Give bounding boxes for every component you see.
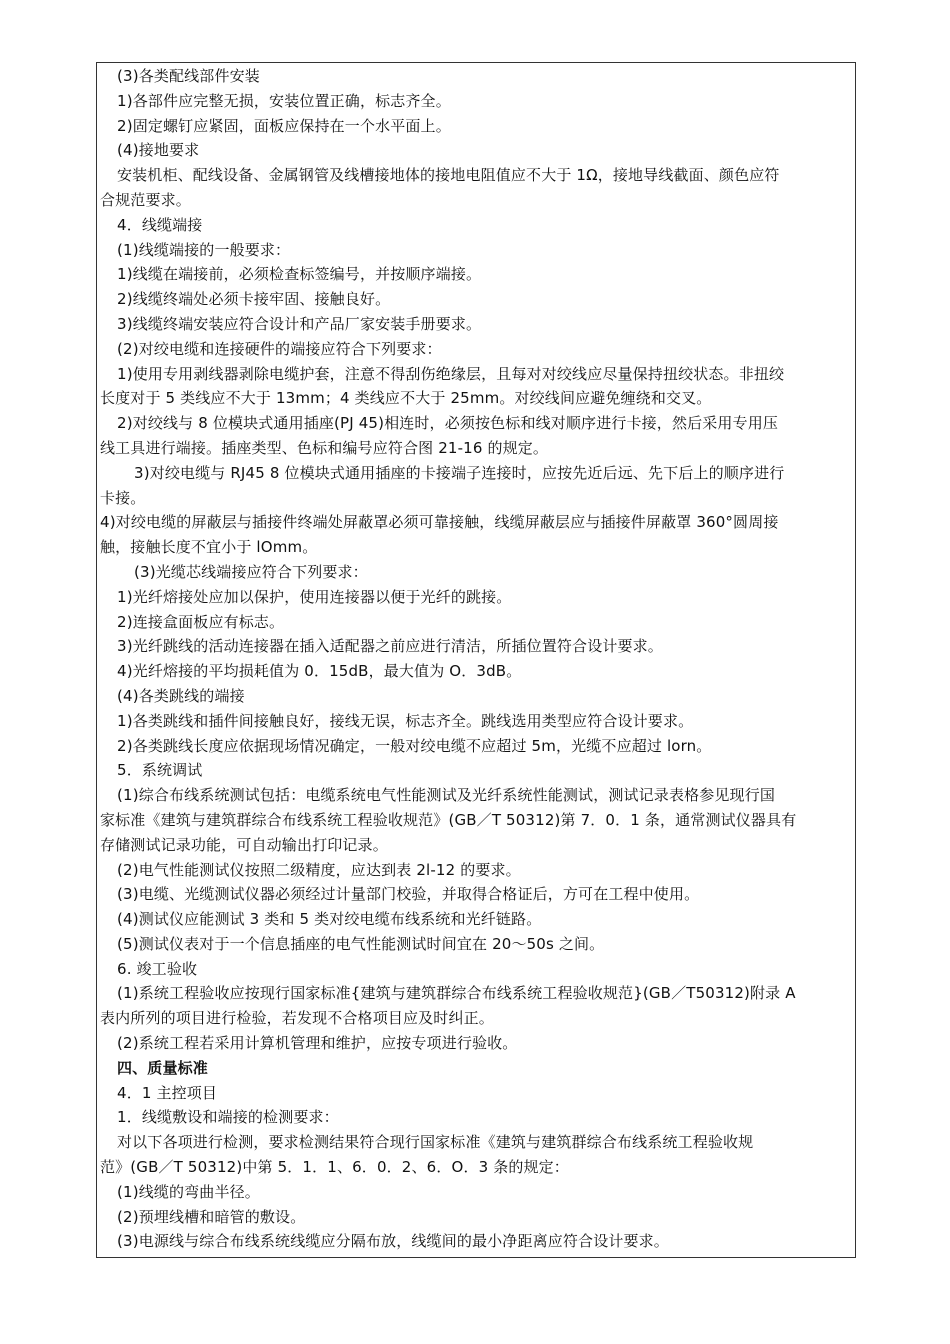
document-body <box>100 64 852 1254</box>
text-line: (3)电缆、光缆测试仪器必须经过计量部门校验，并取得合格证后，方可在工程中使用。 <box>117 885 700 904</box>
text-line: 2)连接盒面板应有标志。 <box>117 612 285 631</box>
text-line: 范》(GB／T 50312)中第 5．1．1、6．0．2、6．O．3 条的规定： <box>100 1158 569 1177</box>
text-line: (5)测试仪表对于一个信息插座的电气性能测试时间宜在 20～50s 之间。 <box>117 934 605 953</box>
text-line: (2)系统工程若采用计算机管理和维护，应按专项进行验收。 <box>117 1034 518 1053</box>
text-line: (3)电源线与综合布线系统线缆应分隔布放，线缆间的最小净距离应符合设计要求。 <box>117 1232 669 1251</box>
text-line: (1)线缆端接的一般要求： <box>117 240 291 259</box>
text-line: (2)对绞电缆和连接硬件的端接应符合下列要求： <box>117 339 442 358</box>
section-heading: 四、质量标准 <box>117 1058 208 1077</box>
text-line: (3)各类配线部件安装 <box>117 67 260 85</box>
text-line: 4．线缆端接 <box>117 215 203 234</box>
text-line: 3)对绞电缆与 RJ45 8 位模块式通用插座的卡接端子连接时，应按先近后远、先下后上的顺序进行 <box>134 463 785 482</box>
text-line: 2)线缆终端处必须卡接牢固、接触良好。 <box>117 290 391 309</box>
text-line: 卡接。 <box>100 488 146 507</box>
text-line: (3)光缆芯线端接应符合下列要求： <box>134 562 368 581</box>
text-line: 3)光纤跳线的活动连接器在插入适配器之前应进行清洁，所插位置符合设计要求。 <box>117 637 663 656</box>
text-line: 1)使用专用剥线器剥除电缆护套，注意不得刮伤绝缘层，且每对对绞线应尽量保持扭绞状态。非扭绞 <box>117 364 785 383</box>
text-line: (4)各类跳线的端接 <box>117 686 245 705</box>
text-line: 触，接触长度不宜小于 lOmm。 <box>100 538 318 557</box>
text-line: 3)线缆终端安装应符合设计和产品厂家安装手册要求。 <box>117 314 482 333</box>
text-line: (1)系统工程验收应按现行国家标准{建筑与建筑群综合布线系统工程验收规范}(GB／T50312)附录 A <box>117 984 796 1003</box>
text-line: 安装机柜、配线设备、金属钢管及线槽接地体的接地电阻值应不大于 1Ω，接地导线截面、颜色应符 <box>117 166 780 185</box>
text-line: 家标准《建筑与建筑群综合布线系统工程验收规范》(GB／T 50312)第 7．0．1 条，通常测试仪器具有 <box>100 810 797 829</box>
text-line: 2)对绞线与 8 位模块式通用插座(PJ 45)相连时，必须按色标和线对顺序进行卡接，然后采用专用压 <box>117 414 779 433</box>
text-line: 1)各类跳线和插件间接触良好，接线无误，标志齐全。跳线选用类型应符合设计要求。 <box>117 711 694 730</box>
text-line: 1)各部件应完整无损，安装位置正确，标志齐全。 <box>117 91 451 110</box>
text-line: 存储测试记录功能，可自动输出打印记录。 <box>100 835 388 854</box>
text-line: 2)固定螺钉应紧固，面板应保持在一个水平面上。 <box>117 116 451 135</box>
text-line: 2)各类跳线长度应依据现场情况确定，一般对绞电缆不应超过 5m，光缆不应超过 lorn。 <box>117 736 712 755</box>
text-line: 1．线缆敷设和端接的检测要求： <box>117 1108 339 1127</box>
text-line: 1)线缆在端接前，必须检查标签编号，并按顺序端接。 <box>117 265 482 284</box>
text-line: 6. 竣工验收 <box>117 959 198 978</box>
text-line: (1)综合布线系统测试包括：电缆系统电气性能测试及光纤系统性能测试，测试记录表格参见现行国 <box>117 786 776 805</box>
text-line: 线工具进行端接。插座类型、色标和编号应符合图 21-16 的规定。 <box>100 438 549 457</box>
text-line: 表内所列的项目进行检验，若发现不合格项目应及时纠正。 <box>100 1009 494 1028</box>
text-line: 4．1 主控项目 <box>117 1083 218 1102</box>
text-line: (4)接地要求 <box>117 141 200 160</box>
text-line: (1)线缆的弯曲半径。 <box>117 1182 260 1201</box>
text-line: (2)电气性能测试仪按照二级精度，应达到表 2l-12 的要求。 <box>117 860 521 879</box>
text-line: (4)测试仪应能测试 3 类和 5 类对绞电缆布线系统和光纤链路。 <box>117 910 542 929</box>
text-line: 对以下各项进行检测，要求检测结果符合现行国家标准《建筑与建筑群综合布线系统工程验收规 <box>117 1133 754 1152</box>
text-line: 4)对绞电缆的屏蔽层与插接件终端处屏蔽罩必须可靠接触，线缆屏蔽层应与插接件屏蔽罩 360°圆周接 <box>100 513 779 532</box>
text-line: 长度对于 5 类线应不大于 13mm；4 类线应不大于 25mm。对绞线间应避免缠绕和交叉。 <box>100 389 712 408</box>
text-line: 4)光纤熔接的平均损耗值为 0．15dB，最大值为 O．3dB。 <box>117 662 522 681</box>
text-line: 1)光纤熔接处应加以保护，使用连接器以便于光纤的跳接。 <box>117 587 512 606</box>
text-line: 5．系统调试 <box>117 761 203 780</box>
text-line: 合规范要求。 <box>100 190 191 209</box>
text-line: (2)预埋线槽和暗管的敷设。 <box>117 1207 306 1226</box>
